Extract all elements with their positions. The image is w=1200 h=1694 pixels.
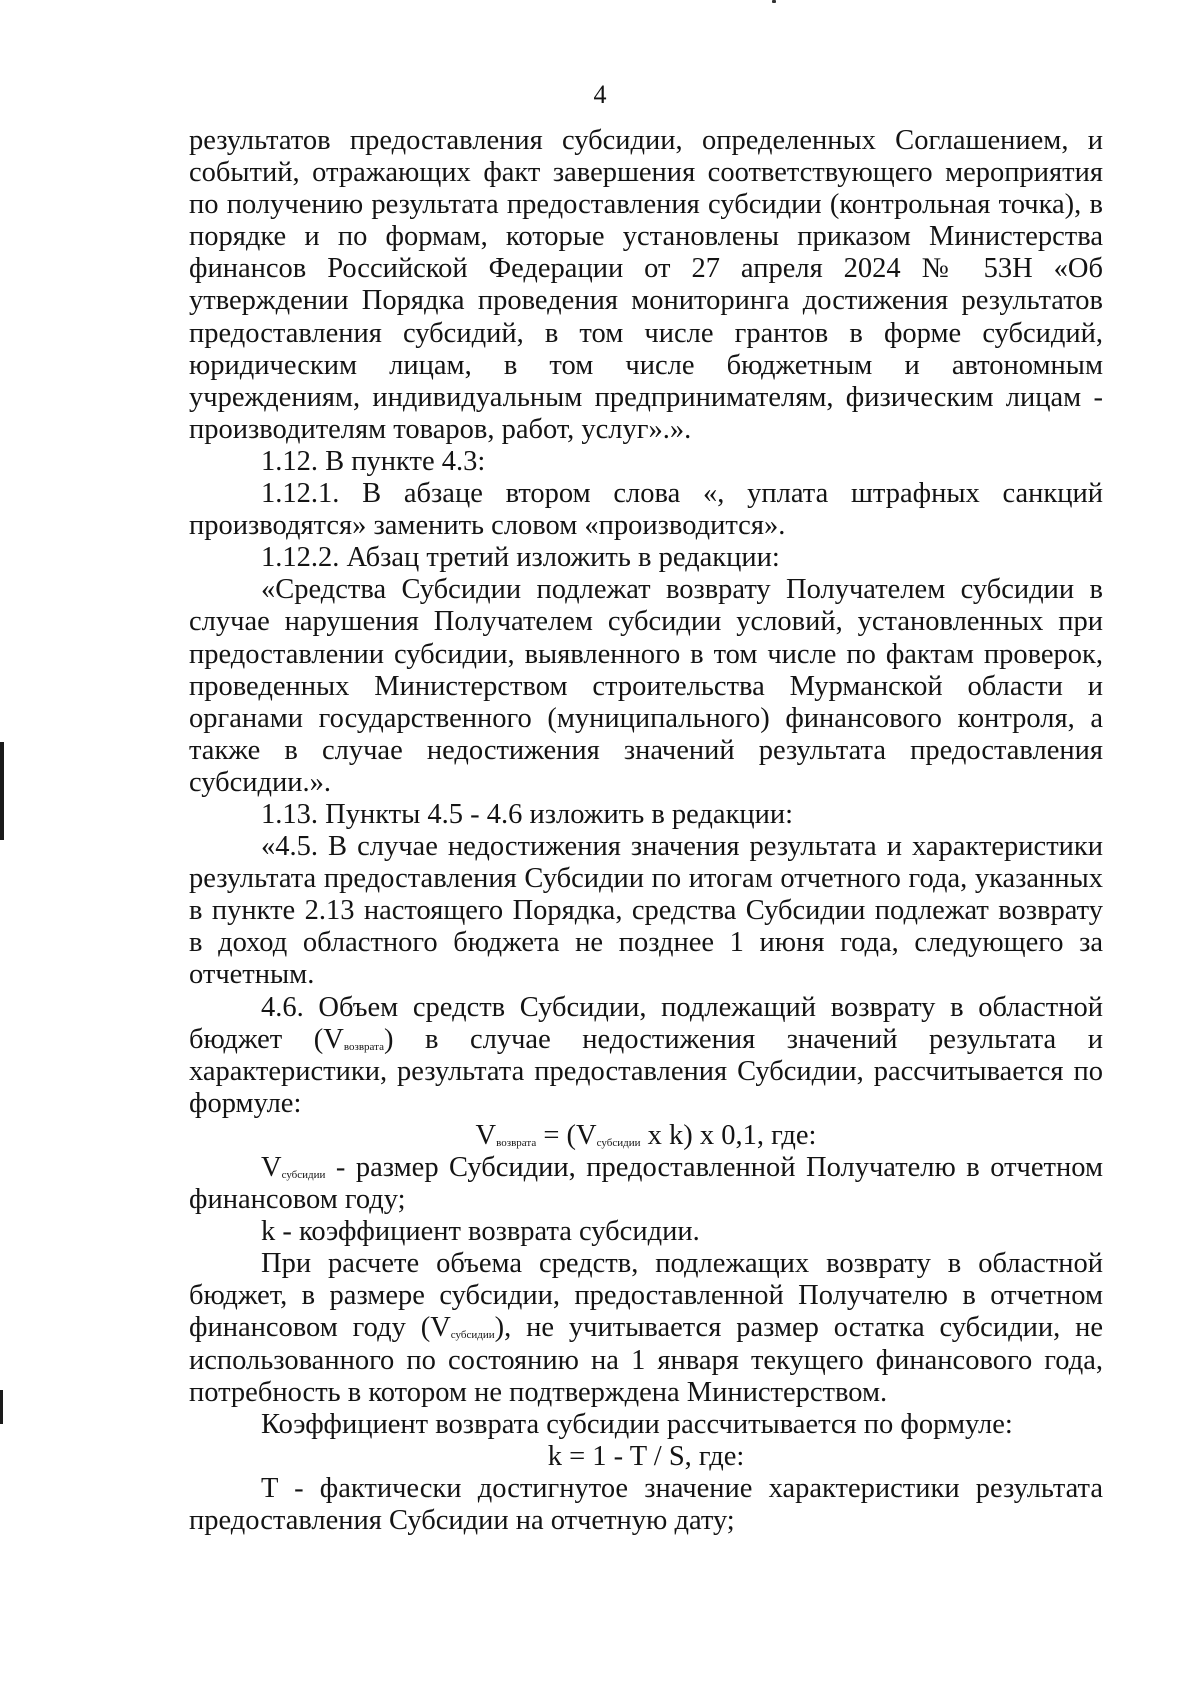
- paragraph: «4.5. В случае недостижения значения результата и характеристики результата предоставления Субсидии по итогам отчетного года, указанных в пункте 2.13 настоящего Порядка, средства Субсидии подлежат возврату в доход областного бюджета не позднее 1 июня года, следующего за отчетным.: [189, 831, 1103, 991]
- formula: $V_{возврата} = (V_{субсидии}$ x k) x 0,1, где:: [475, 1119, 817, 1151]
- scan-artifact: [772, 0, 776, 3]
- paragraph: При расчете объема средств, подлежащих возврату в областной бюджет, в размере субсидии, предоставленной Получателю в отчетном финансовом году $(V_{субсидии})$, не учитывается размер остатка субсидии, не использованного по состоянию на 1 января текущего финансового года, потребность в котором не подтверждена Министерством.: [189, 1248, 1103, 1408]
- left-edge-scan-mark: [0, 1390, 3, 1424]
- paragraph: 1.12.1. В абзаце втором слова «, уплата штрафных санкций производятся» заменить словом «производится».: [189, 478, 1103, 542]
- paragraph: 1.13. Пункты 4.5 - 4.6 изложить в редакции:: [261, 798, 794, 830]
- document-body: [189, 125, 1103, 1537]
- paragraph: k - коэффициент возврата субсидии.: [261, 1216, 700, 1248]
- left-edge-scan-mark: [0, 742, 4, 840]
- variable-subscript: возврата: [343, 1040, 384, 1053]
- paragraph: T - фактически достигнутое значение характеристики результата предоставления Субсидии на отчетную дату;: [189, 1472, 1103, 1537]
- paragraph: 1.12.2. Абзац третий изложить в редакции:: [261, 542, 780, 574]
- paragraph: Коэффициент возврата субсидии рассчитывается по формуле:: [261, 1408, 1013, 1440]
- variable-subscript: возврата: [496, 1136, 537, 1149]
- paragraph: 1.12. В пункте 4.3:: [261, 445, 486, 477]
- variable-subscript: субсидии: [281, 1169, 326, 1181]
- paragraph: $V_{субсидии}$ - размер Субсидии, предоставленной Получателю в отчетном финансовом году;: [189, 1152, 1103, 1216]
- variable-subscript: субсидии: [450, 1329, 495, 1342]
- paragraph: «Средства Субсидии подлежат возврату Получателем субсидии в случае нарушения Получателем субсидии условий, установленных при предоставлении субсидии, выявленного в том числе по фактам проверок, проведенных Министерством строительства Мурманской области и органами государственного (муниципального) финансового контроля, а также в случае недостижения значений результата предоставления субсидии.».: [189, 574, 1103, 798]
- paragraph-continuation: результатов предоставления субсидии, определенных Соглашением, и событий, отражающих факт завершения соответствующего мероприятия по получению результата предоставления субсидии (контрольная точка), в порядке и по формам, которые установлены приказом Министерства финансов Российской Федерации от 27 апреля 2024 № 53Н «Об утверждении Порядка проведения мониторинга достижения результатов предоставления субсидий, в том числе грантов в форме субсидий, юридическим лицам, в том числе бюджетным и автономным учреждениям, индивидуальным предпринимателям, физическим лицам - производителям товаров, работ, услуг».».: [189, 125, 1103, 445]
- page-number: 4: [593, 80, 607, 109]
- formula: k = 1 - T / S, где:: [547, 1440, 745, 1472]
- variable-subscript: субсидии: [596, 1136, 641, 1149]
- paragraph: 4.6. Объем средств Субсидии, подлежащий возврату в областной бюджет $(V_{возврата})$ в случае недостижения значений результата и характеристики, результата предоставления Субсидии, рассчитывается по формуле:: [189, 991, 1103, 1119]
